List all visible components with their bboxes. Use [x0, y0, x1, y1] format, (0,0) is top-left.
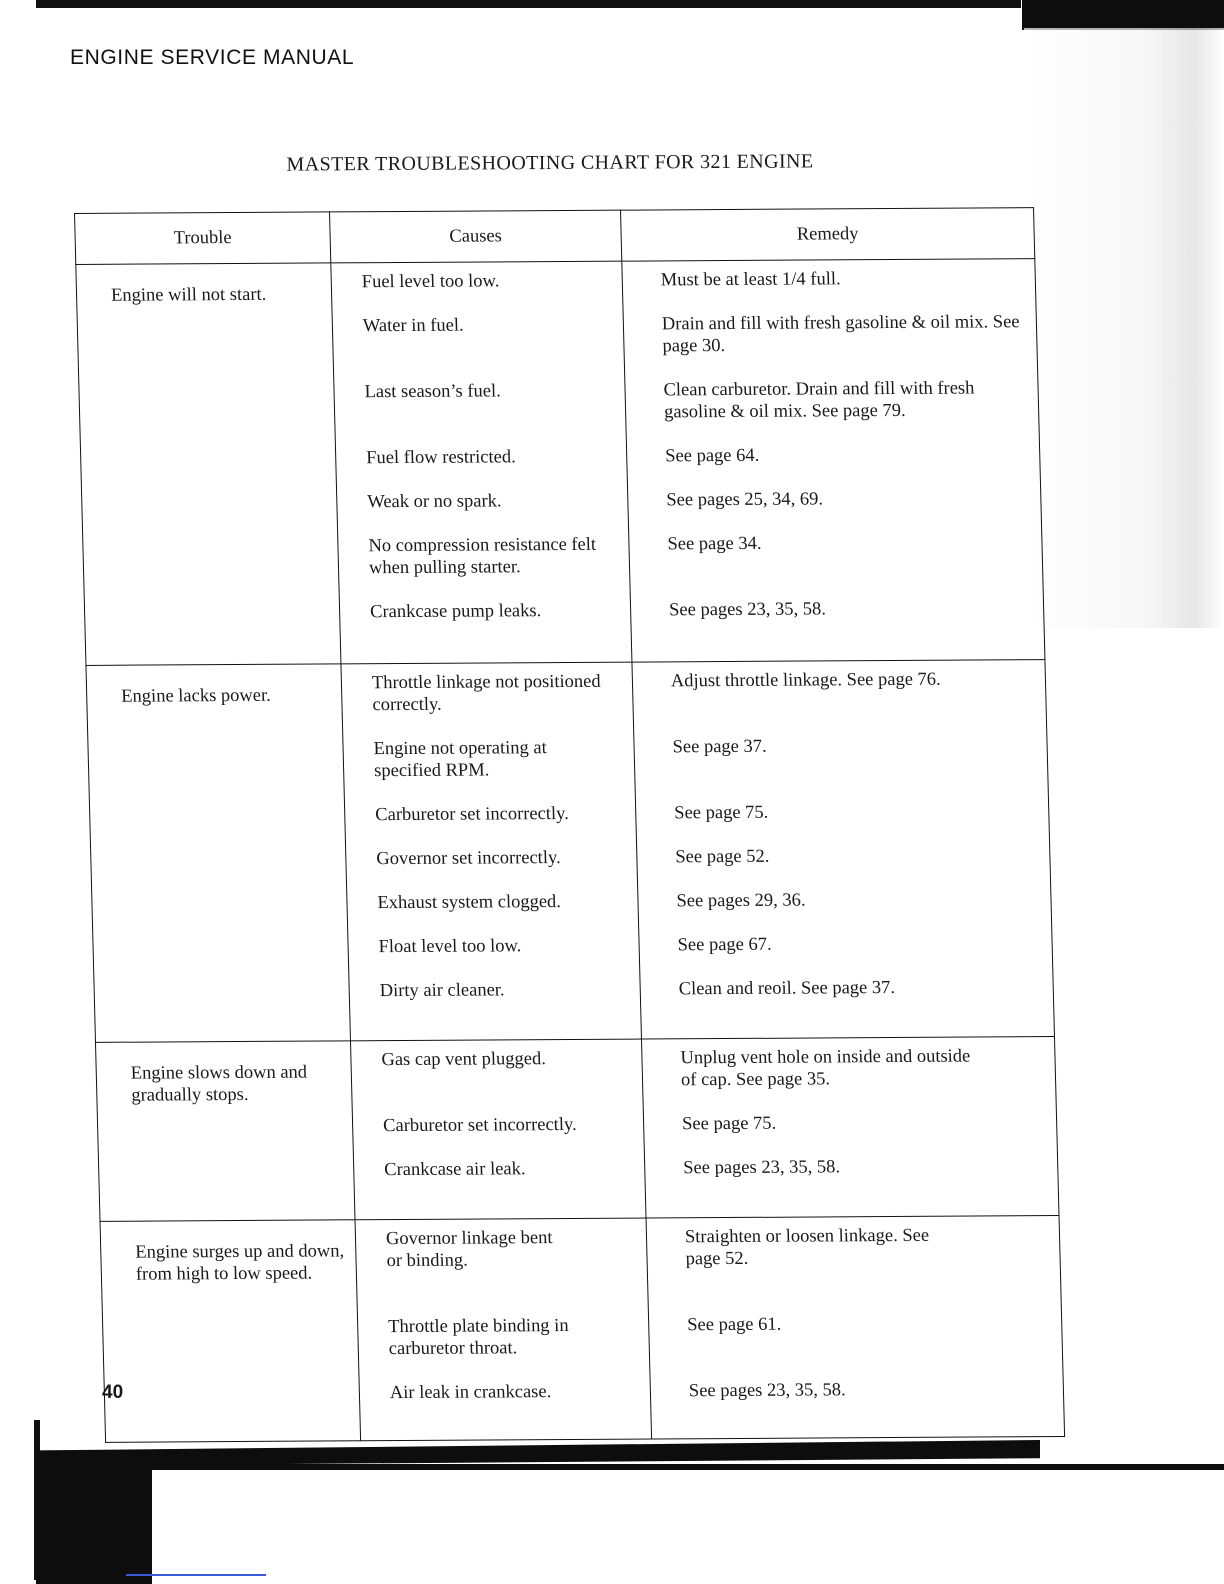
scan-bottom-band	[36, 1440, 1040, 1466]
causes-cell	[350, 1039, 646, 1220]
cause-item: Governor set incorrectly.	[376, 848, 561, 870]
remedy-item: Unplug vent hole on inside and outside of cap. See page 35.	[680, 1046, 971, 1091]
trouble-cell: Engine will not start.	[76, 263, 341, 666]
remedies-cell	[632, 660, 1055, 1039]
trouble-cell: Engine surges up and down, from high to low speed.	[100, 1220, 361, 1443]
cause-item: Throttle plate binding in carburetor throat.	[387, 1316, 569, 1360]
remedy-item: See pages 25, 34, 69.	[666, 489, 824, 511]
remedy-item: See page 37.	[672, 736, 767, 758]
remedy-item: Must be at least 1/4 full.	[660, 269, 841, 291]
cause-item: Fuel flow restricted.	[365, 447, 516, 469]
causes-cell	[341, 662, 642, 1041]
remedy-item: See page 64.	[664, 445, 760, 467]
remedy-item: See page 52.	[675, 846, 770, 868]
causes-cell	[331, 261, 632, 664]
scan-bottom-paper	[152, 1470, 1224, 1584]
scan-right-corner	[1022, 0, 1224, 30]
cause-item: Air leak in crankcase.	[389, 1382, 552, 1404]
trouble-section	[86, 660, 1055, 1043]
trouble-cell: Engine lacks power.	[86, 664, 351, 1043]
troubleshooting-table	[74, 207, 1065, 1443]
remedy-item: See pages 23, 35, 58.	[683, 1157, 841, 1179]
remedy-item: Clean carburetor. Drain and fill with fresh gasoline & oil mix. See page 79.	[663, 378, 975, 423]
scan-right-margin	[1024, 28, 1224, 628]
table-header-row	[75, 208, 1035, 265]
cause-item: Exhaust system clogged.	[377, 892, 562, 914]
cause-item: Carburetor set incorrectly.	[375, 803, 570, 826]
cause-item: Carburetor set incorrectly.	[382, 1114, 577, 1137]
remedy-item: Adjust throttle linkage. See page 76.	[670, 669, 941, 692]
remedy-item: See page 61.	[686, 1314, 782, 1336]
remedy-item: See page 75.	[681, 1113, 777, 1135]
cause-item: Throttle linkage not positioned correctly.	[371, 671, 601, 716]
cause-item: Dirty air cleaner.	[379, 980, 505, 1002]
page-number: 40	[102, 1382, 124, 1403]
remedies-cell	[622, 259, 1045, 662]
cause-item: Last season’s fuel.	[364, 381, 501, 403]
remedies-cell	[646, 1216, 1065, 1439]
cause-item: Weak or no spark.	[367, 491, 502, 513]
column-header-trouble: Trouble	[75, 212, 331, 265]
remedy-item: See page 67.	[677, 934, 772, 956]
remedy-item: See page 34.	[667, 533, 762, 555]
cause-item: Gas cap vent plugged.	[381, 1049, 547, 1071]
remedies-cell	[641, 1037, 1059, 1218]
trouble-section	[100, 1216, 1065, 1443]
column-header-causes: Causes	[330, 210, 622, 263]
cause-item: Crankcase air leak.	[384, 1159, 526, 1181]
cause-item: Governor linkage bent or binding.	[385, 1228, 553, 1272]
cause-item: No compression resistance felt when pulling starter.	[368, 534, 597, 579]
cause-item: Engine not operating at specified RPM.	[373, 738, 548, 782]
remedy-item: Drain and fill with fresh gasoline & oil mix. See page 30.	[661, 312, 1020, 357]
trouble-section	[76, 259, 1045, 666]
cause-item: Float level too low.	[378, 936, 522, 958]
remedy-item: See pages 29, 36.	[676, 890, 806, 912]
trouble-cell: Engine slows down and gradually stops.	[95, 1041, 355, 1222]
manual-header: ENGINE SERVICE MANUAL	[70, 46, 355, 69]
remedy-item: See pages 23, 35, 58.	[668, 599, 827, 621]
chart-title: MASTER TROUBLESHOOTING CHART FOR 321 ENGINE	[286, 150, 814, 176]
remedy-item: Straighten or loosen linkage. See page 52.	[684, 1225, 930, 1270]
cause-item: Fuel level too low.	[361, 271, 500, 293]
scan-bottom-line	[126, 1574, 266, 1576]
remedy-item: See pages 23, 35, 58.	[688, 1380, 846, 1402]
scan-top-edge	[36, 0, 1021, 8]
remedy-item: Clean and reoil. See page 37.	[678, 978, 896, 1000]
trouble-section	[95, 1037, 1059, 1222]
cause-item: Water in fuel.	[362, 315, 464, 337]
cause-item: Crankcase pump leaks.	[369, 601, 542, 623]
causes-cell	[355, 1218, 652, 1441]
column-header-remedy: Remedy	[621, 208, 1035, 262]
remedy-item: See page 75.	[674, 802, 769, 824]
